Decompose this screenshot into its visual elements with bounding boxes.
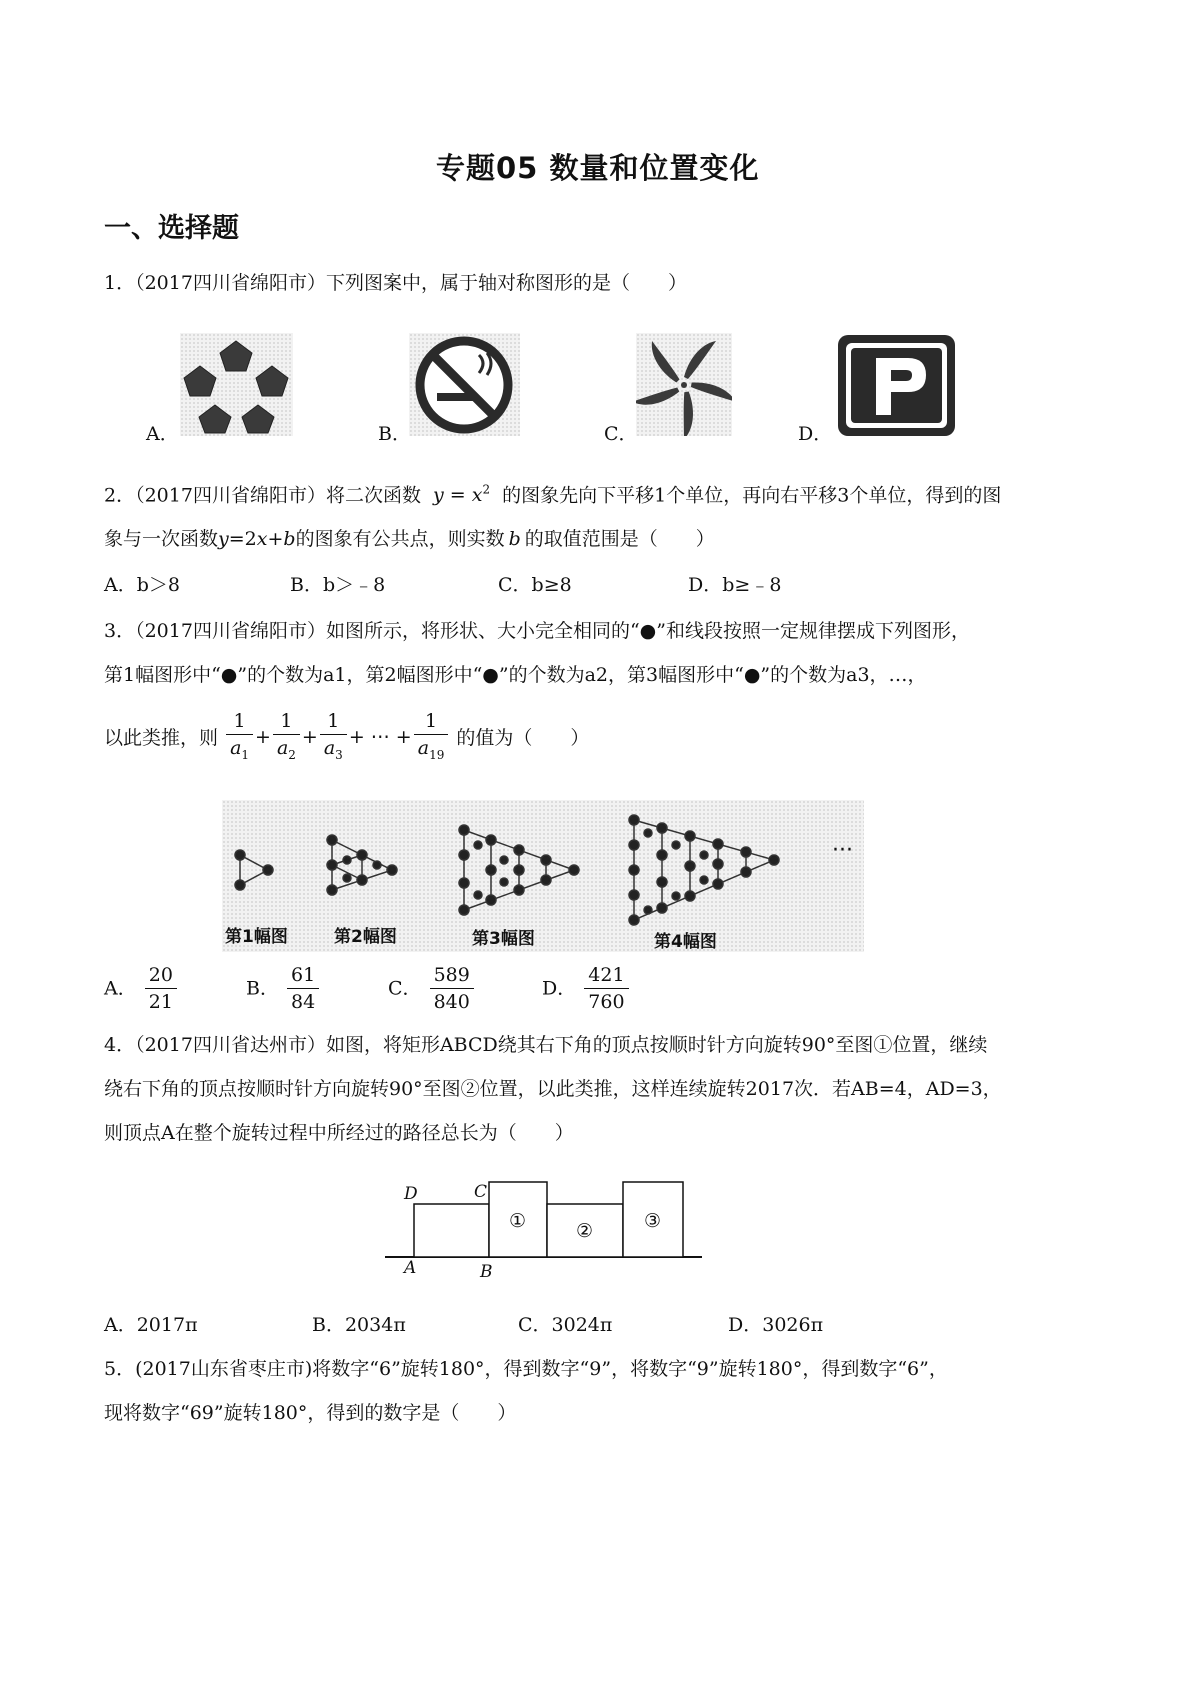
q2-option-b: B．b＞﹣8: [290, 574, 386, 596]
q3-option-b-den: 84: [291, 991, 316, 1013]
q4-line2: 绕右下角的顶点按顺时针方向旋转90°至图②位置，以此类推，这样连续旋转2017次．若AB=4，AD=3，: [104, 1078, 1002, 1100]
q2-line1-a: 2．（2017四川省绵阳市）将二次函数: [104, 484, 421, 507]
q3-option-c: [388, 962, 476, 1020]
q3-dot-patterns: [222, 800, 864, 952]
q1-figure-c: [636, 333, 732, 436]
q3-fig-label-4: 第4幅图: [654, 932, 717, 952]
q1-label-b: B．: [378, 423, 411, 445]
q4-option-d: D．3026π: [728, 1314, 824, 1336]
q3-option-a-label: A．: [104, 977, 137, 1000]
q4-option-c: C．3024π: [518, 1314, 613, 1336]
q1-figure-a: [180, 333, 293, 436]
q2-line1-b: 的图象先向下平移1个单位，再向右平移3个单位，得到的图: [502, 484, 1002, 507]
q4-label-d: D: [404, 1184, 418, 1204]
q1-figure-b: [409, 333, 520, 436]
q3-frac-3: $\frac{1}{a_3}$: [320, 708, 347, 768]
q3-option-d-label: D．: [542, 977, 577, 1000]
q5-line1: 5．(2017山东省枣庄市)将数字“6”旋转180°，得到数字“9”，将数字“9”旋转180°，得到数字“6”，: [104, 1358, 948, 1380]
q3-option-a-den: 21: [148, 991, 173, 1013]
q3-frac-19: $\frac{1}{a_{19}}$: [414, 708, 449, 768]
q2-line2-c: 的图象有公共点，则实数: [295, 528, 505, 550]
q3-frac-1: $\frac{1}{a_1}$: [226, 708, 253, 768]
q3-option-a-num: 20: [145, 962, 177, 989]
q3-figure: [222, 800, 864, 952]
q4-label-2: ②: [576, 1220, 594, 1242]
q3-option-c-num: 589: [430, 962, 474, 989]
q3-option-c-label: C．: [388, 977, 422, 1000]
q3-option-d: [542, 962, 631, 1020]
q3-ellipsis: ···: [832, 838, 853, 863]
q2-option-d: D．b≥﹣8: [688, 574, 782, 596]
q4-label-c: C: [474, 1182, 488, 1202]
q3-option-d-den: 760: [588, 991, 625, 1013]
q4-line1: 4．（2017四川省达州市）如图，将矩形ABCD绕其右下角的顶点按顺时针方向旋转90°至图①位置，继续: [104, 1034, 988, 1056]
q3-fig-label-3: 第3幅图: [472, 929, 535, 949]
q3-fig-label-2: 第2幅图: [334, 927, 397, 947]
q2-option-a: A．b＞8: [104, 574, 180, 596]
q5-line2: 现将数字“69”旋转180°，得到的数字是（ ）: [104, 1402, 517, 1424]
q4-line3: 则顶点A在整个旋转过程中所经过的路径总长为（ ）: [104, 1122, 574, 1144]
section-heading: 一、选择题: [104, 213, 239, 244]
q4-option-b: B．2034π: [312, 1314, 406, 1336]
q1-label-a: A．: [146, 423, 179, 445]
q3-option-c-den: 840: [433, 991, 470, 1013]
q3-line1: 3．（2017四川省绵阳市）如图所示，将形状、大小完全相同的“●”和线段按照一定规律摆成下列图形，: [104, 620, 970, 642]
q4-label-b: B: [480, 1262, 493, 1282]
q3-line2: 第1幅图形中“●”的个数为a1，第2幅图形中“●”的个数为a2，第3幅图形中“●”的个数为a3，…，: [104, 664, 927, 686]
q3-option-d-num: 421: [584, 962, 628, 989]
q3-option-b-num: 61: [287, 962, 319, 989]
q2-line2-a: 象与一次函数: [104, 528, 219, 550]
q3-line3-b: 的值为（ ）: [456, 726, 590, 749]
q3-option-b: [246, 962, 321, 1020]
q2-formula-quadratic: $y = x^2$: [433, 483, 491, 507]
q3-fig-label-1: 第1幅图: [225, 927, 288, 947]
page-title: 专题05 数量和位置变化: [436, 151, 760, 185]
q4-label-3: ③: [644, 1210, 662, 1232]
q2-line2-d: 的取值范围是（ ）: [524, 528, 715, 550]
q1-figure-d: [836, 333, 957, 438]
q2-line2: [104, 526, 715, 552]
q4-option-a: A．2017π: [104, 1314, 198, 1336]
q2-line1: [104, 477, 1001, 508]
q3-option-b-label: B．: [246, 977, 279, 1000]
q1-label-c: C．: [604, 423, 638, 445]
q4-figure: [380, 1176, 720, 1286]
q3-frac-2: $\frac{1}{a_2}$: [273, 708, 300, 768]
q3-option-a: [104, 962, 179, 1020]
q4-label-a: A: [404, 1258, 417, 1278]
q1-label-d: D．: [798, 423, 833, 445]
q3-line3: 以此类推，则 $\frac{1}{a_1}$ + $\frac{1}{a_2}$ + $\frac{1}{a_3}$ + ⋯ + $\frac{1}{a_{19}}$ 的值为（ ）: [104, 708, 589, 770]
q2-var-b: b: [508, 528, 521, 550]
q2-option-c: C．b≥8: [498, 574, 572, 596]
q4-label-1: ①: [509, 1210, 527, 1232]
q3-line3-a: 以此类推，则: [104, 726, 219, 749]
q2-formula-linear: y=2x+b: [218, 528, 296, 550]
q1-stem: 1．（2017四川省绵阳市）下列图案中，属于轴对称图形的是（ ）: [104, 272, 687, 294]
